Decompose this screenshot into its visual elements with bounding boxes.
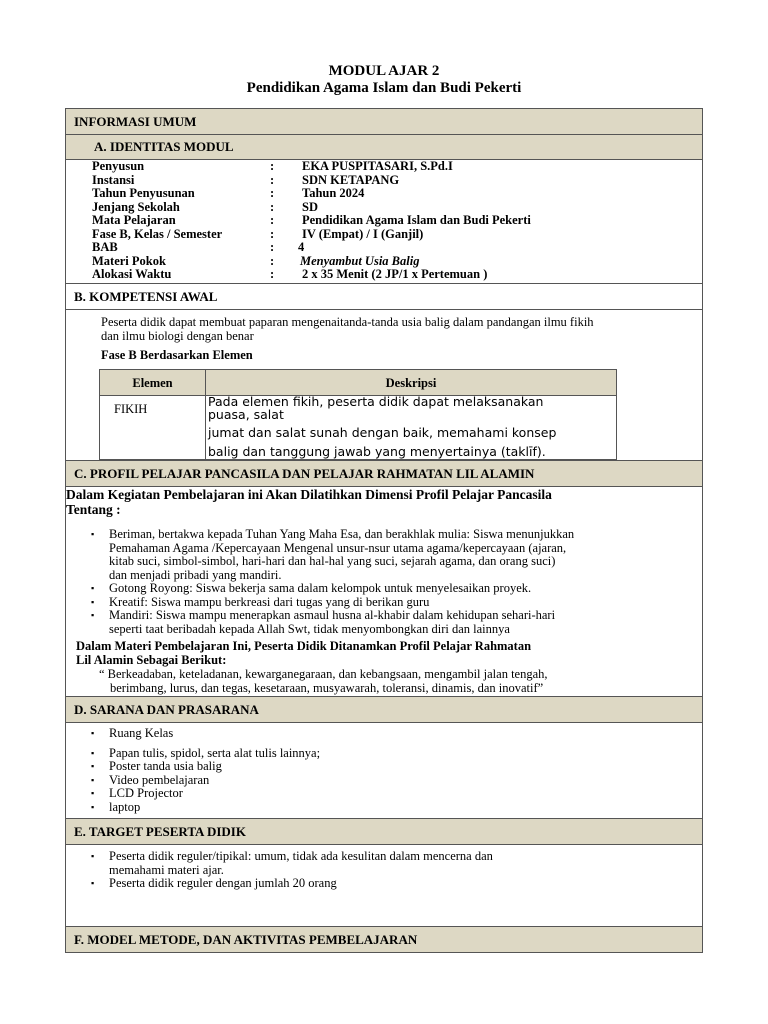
identitas-label: Fase B, Kelas / Semester <box>92 227 223 241</box>
identitas-separator: : <box>270 254 275 268</box>
deskripsi-line2: puasa, salat <box>208 407 284 422</box>
identitas-value: SDN KETAPANG <box>302 173 400 187</box>
identitas-value: Tahun 2024 <box>302 186 365 200</box>
target-item-text: Peserta didik reguler/tipikal: umum, tidak ada kesulitan dalam mencerna dan <box>109 849 493 863</box>
sarana-item-text: LCD Projector <box>109 786 183 800</box>
sarana-heading: D. SARANA DAN PRASARANA <box>74 701 259 717</box>
identitas-separator: : <box>270 267 275 281</box>
identitas-separator: : <box>270 173 275 187</box>
identitas-separator: : <box>270 200 275 214</box>
profil-item-text: Mandiri: Siswa mampu menerapkan asmaul husna al-khabir dalam kehidupan sehari-hari <box>109 608 556 622</box>
bullet-icon: ▪ <box>91 583 95 593</box>
profil-item-text: Gotong Royong: Siswa bekerja sama dalam kelompok untuk menyelesaikan proyek. <box>109 581 532 595</box>
identitas-separator: : <box>270 240 275 254</box>
identitas-header <box>65 134 703 160</box>
profil-item-text: seperti taat beribadah kepada Allah Swt, tidak menyombongkan diri dan lainnya <box>109 621 510 636</box>
document-subtitle: Pendidikan Agama Islam dan Budi Pekerti <box>246 80 522 96</box>
deskripsi-line4: balig dan tanggung jawab yang menyertainya (taklīf). <box>208 444 546 459</box>
sarana-item-text: Ruang Kelas <box>109 726 174 740</box>
sarana-item-text: Papan tulis, spidol, serta alat tulis lainnya; <box>109 745 321 760</box>
deskripsi-line3: jumat dan salat sunah dengan baik, memahami konsep <box>208 425 557 440</box>
target-heading: E. TARGET PESERTA DIDIK <box>74 823 246 839</box>
identitas-label: BAB <box>92 240 118 254</box>
profil-item-text: Beriman, bertakwa kepada Tuhan Yang Maha Esa, dan berakhlak mulia: Siswa menunjukkan <box>109 527 575 541</box>
document-title: MODUL AJAR 2 <box>328 63 440 79</box>
sarana-item-text: Poster tanda usia balig <box>109 759 222 773</box>
target-item-text: Peserta didik reguler dengan jumlah 20 orang <box>109 876 337 890</box>
elemen-cell: FIKIH <box>114 402 148 416</box>
profil-intro-line2: Tentang : <box>66 502 121 517</box>
target-header <box>65 818 703 845</box>
profil-materi-line2: Lil Alamin Sebagai Berikut: <box>76 653 227 667</box>
kompetensi-header <box>65 283 703 310</box>
bullet-icon: ▪ <box>91 801 95 812</box>
profil-item-text: dan menjadi pribadi yang mandiri. <box>109 567 282 582</box>
bullet-icon: ▪ <box>91 596 95 607</box>
profil-item <box>85 528 685 582</box>
elemen-col-header: Elemen <box>132 376 173 390</box>
kompetensi-text-line1: Peserta didik dapat membuat paparan mengenaitanda-tanda usia balig dalam pandangan ilmu fikih <box>101 315 594 329</box>
identitas-value: 2 x 35 Menit (2 JP/1 x Pertemuan ) <box>302 267 488 281</box>
sarana-list <box>85 727 685 814</box>
identitas-label: Instansi <box>92 173 135 187</box>
profil-quote-line1: “ Berkeadaban, keteladanan, kewarganegaraan, dan kebangsaan, mengambil jalan tengah, <box>99 667 548 681</box>
sarana-item <box>85 774 685 788</box>
identitas-value: Pendidikan Agama Islam dan Budi Pekerti <box>302 213 531 227</box>
bullet-icon: ▪ <box>91 610 95 620</box>
profil-heading: C. PROFIL PELAJAR PANCASILA DAN PELAJAR RAHMATAN LIL ALAMIN <box>74 465 535 481</box>
informasi-umum-header <box>65 108 703 135</box>
bullet-icon: ▪ <box>91 851 95 861</box>
identitas-separator: : <box>270 213 275 227</box>
identitas-label: Jenjang Sekolah <box>92 200 180 214</box>
bullet-icon: ▪ <box>91 878 95 888</box>
identitas-value: EKA PUSPITASARI, S.Pd.I <box>302 159 453 173</box>
kompetensi-heading: B. KOMPETENSI AWAL <box>74 288 218 304</box>
target-item-text: memahami materi ajar. <box>109 862 224 877</box>
identitas-value: IV (Empat) / I (Ganjil) <box>302 227 424 241</box>
identitas-label: Mata Pelajaran <box>92 213 176 227</box>
sarana-item <box>85 801 685 815</box>
identitas-label: Penyusun <box>92 159 145 173</box>
identitas-separator: : <box>270 227 275 241</box>
identitas-label: Alokasi Waktu <box>92 267 172 281</box>
target-item <box>85 877 685 891</box>
identitas-label: Tahun Penyusunan <box>92 186 195 200</box>
profil-list <box>85 528 685 636</box>
fase-heading: Fase B Berdasarkan Elemen <box>101 348 253 362</box>
bullet-icon: ▪ <box>91 761 95 771</box>
sarana-item <box>85 787 685 801</box>
target-item <box>85 850 685 877</box>
profil-item <box>85 582 685 596</box>
profil-item-text: Kreatif: Siswa mampu berkreasi dari tugas yang di berikan guru <box>109 594 430 609</box>
sarana-item <box>85 747 685 761</box>
identitas-separator: : <box>270 159 275 173</box>
target-list <box>85 850 685 891</box>
sarana-item-text: laptop <box>109 799 141 814</box>
bullet-icon: ▪ <box>91 728 95 738</box>
model-heading: F. MODEL METODE, DAN AKTIVITAS PEMBELAJARAN <box>74 931 418 947</box>
identitas-label: Materi Pokok <box>92 254 166 268</box>
bullet-icon: ▪ <box>91 529 95 539</box>
profil-item <box>85 596 685 610</box>
identitas-heading: A. IDENTITAS MODUL <box>94 139 234 154</box>
model-header <box>65 926 703 953</box>
identitas-value: 4 <box>298 240 305 254</box>
identitas-separator: : <box>270 186 275 200</box>
bullet-icon: ▪ <box>91 774 95 785</box>
informasi-umum-label: INFORMASI UMUM <box>74 113 197 129</box>
deskripsi-col-header: Deskripsi <box>385 376 437 390</box>
identitas-value: Menyambut Usia Balig <box>300 254 420 268</box>
bullet-icon: ▪ <box>91 788 95 798</box>
profil-quote-line2: berimbang, lurus, dan tegas, kesetaraan, musyawarah, toleransi, dinamis, dan inovatif” <box>110 681 544 695</box>
profil-header <box>65 460 703 487</box>
deskripsi-line1: Pada elemen fikih, peserta didik dapat melaksanakan <box>208 394 544 409</box>
sarana-item <box>85 760 685 774</box>
kompetensi-text-line2: dan ilmu biologi dengan benar <box>101 329 254 343</box>
profil-materi-line1: Dalam Materi Pembelajaran Ini, Peserta Didik Ditanamkan Profil Pelajar Rahmatan <box>76 639 532 653</box>
profil-item-text: kitab suci, simbol-simbol, hari-hari dan hal-hal yang suci, sejarah agama, dan orang suci) <box>109 554 556 568</box>
bullet-icon: ▪ <box>91 747 95 758</box>
profil-intro-line1: Dalam Kegiatan Pembelajaran ini Akan Dilatihkan Dimensi Profil Pelajar Pancasila <box>66 487 552 502</box>
identitas-value: SD <box>302 200 318 214</box>
sarana-item-text: Video pembelajaran <box>109 772 210 787</box>
profil-item <box>85 609 685 636</box>
profil-item-text: Pemahaman Agama /Kepercayaan Mengenal unsur-nsur utama agama/kepercayaan (ajaran, <box>109 540 567 555</box>
sarana-header <box>65 696 703 723</box>
sarana-item <box>85 727 685 741</box>
